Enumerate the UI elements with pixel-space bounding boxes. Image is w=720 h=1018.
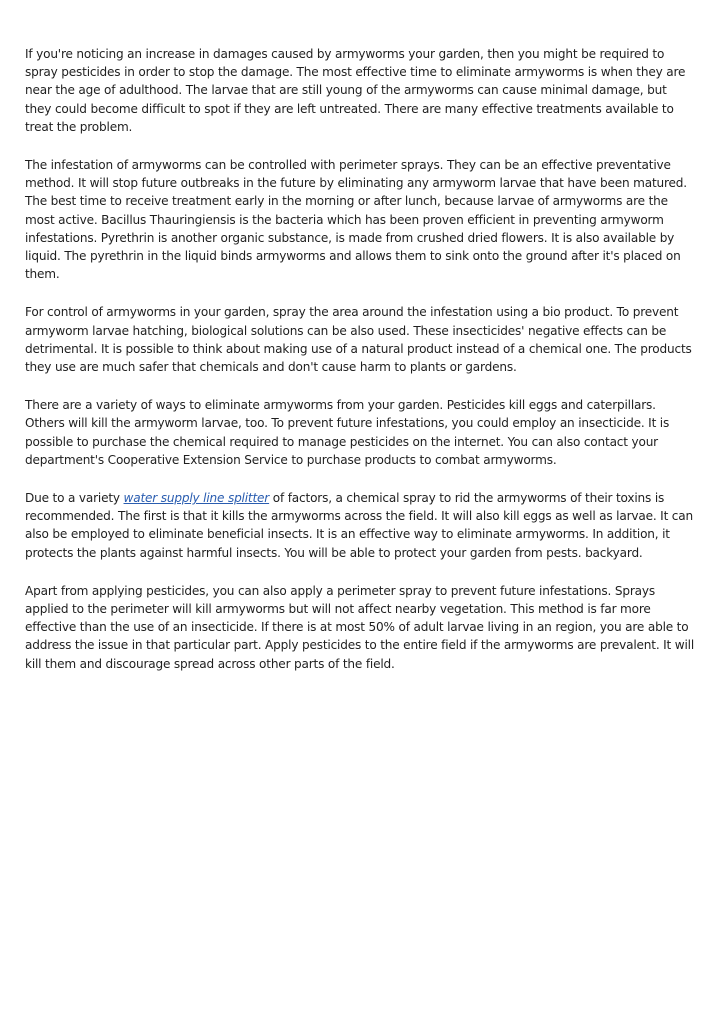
paragraph-1: If you're noticing an increase in damages caused by armyworms your garden, then you might be required to spray pesticides in order to stop the damage. The most effective time to eliminate armyworms is when they are near the age of adulthood. The larvae that are still young of the armyworms can cause minimal damage, but they could become difficult to spot if they are left untreated. There are many effective treatments available to treat the problem. (25, 47, 686, 134)
paragraph-5 (25, 489, 695, 562)
paragraph-3: For control of armyworms in your garden, spray the area around the infestation using a bio product. To prevent armyworm larvae hatching, biological solutions can be also used. These insecticides' negative effects can be detrimental. It is possible to think about making use of a natural product instead of a chemical one. The products they use are much safer that chemicals and don't cause harm to plants or gardens. (25, 305, 692, 375)
paragraph-6: Apart from applying pesticides, you can also apply a perimeter spray to prevent future infestations. Sprays applied to the perimeter will kill armyworms but will not affect nearby vegetation. This method is far more effective than the use of an insecticide. If there is at most 50% of adult larvae living in an region, you are able to address the issue in that particular part. Apply pesticides to the entire field if the armyworms are prevalent. It will kill them and discourage spread across other parts of the field. (25, 583, 695, 671)
water-supply-line-splitter-link[interactable]: water supply line splitter (123, 491, 270, 506)
paragraph-5-text-after: of factors, a chemical spray to rid the armyworms of their toxins is recommended. The first is that it kills the armyworms across the field. It will also kill eggs as well as larvae. It can also be employed to eliminate beneficial insects. It is an effective way to eliminate armyworms. In addition, it protects the plants against harmful insects. You will be able to protect your garden from pests. backyard. (25, 491, 693, 560)
paragraph-5-text-before: Due to a variety (25, 491, 124, 506)
document-body (25, 45, 695, 693)
paragraph-4: There are a variety of ways to eliminate armyworms from your garden. Pesticides kill eggs and caterpillars. Others will kill the armyworm larvae, too. To prevent future infestations, you could employ an insecticide. It is possible to purchase the chemical required to manage pesticides on the internet. You can also contact your department's Cooperative Extension Service to purchase products to combat armyworms. (25, 398, 670, 467)
paragraph-2: The infestation of armyworms can be controlled with perimeter sprays. They can be an effective preventative method. It will stop future outbreaks in the future by eliminating any armyworm larvae that have been matured. The best time to receive treatment early in the morning or after lunch, because larvae of armyworms are the most active. Bacillus Thauringiensis is the bacteria which has been proven efficient in preventing armyworm infestations. Pyrethrin is another organic substance, is made from crushed dried flowers. It is also available by liquid. The pyrethrin in the liquid binds armyworms and allows them to sink onto the ground after it's placed on them. (25, 158, 687, 282)
